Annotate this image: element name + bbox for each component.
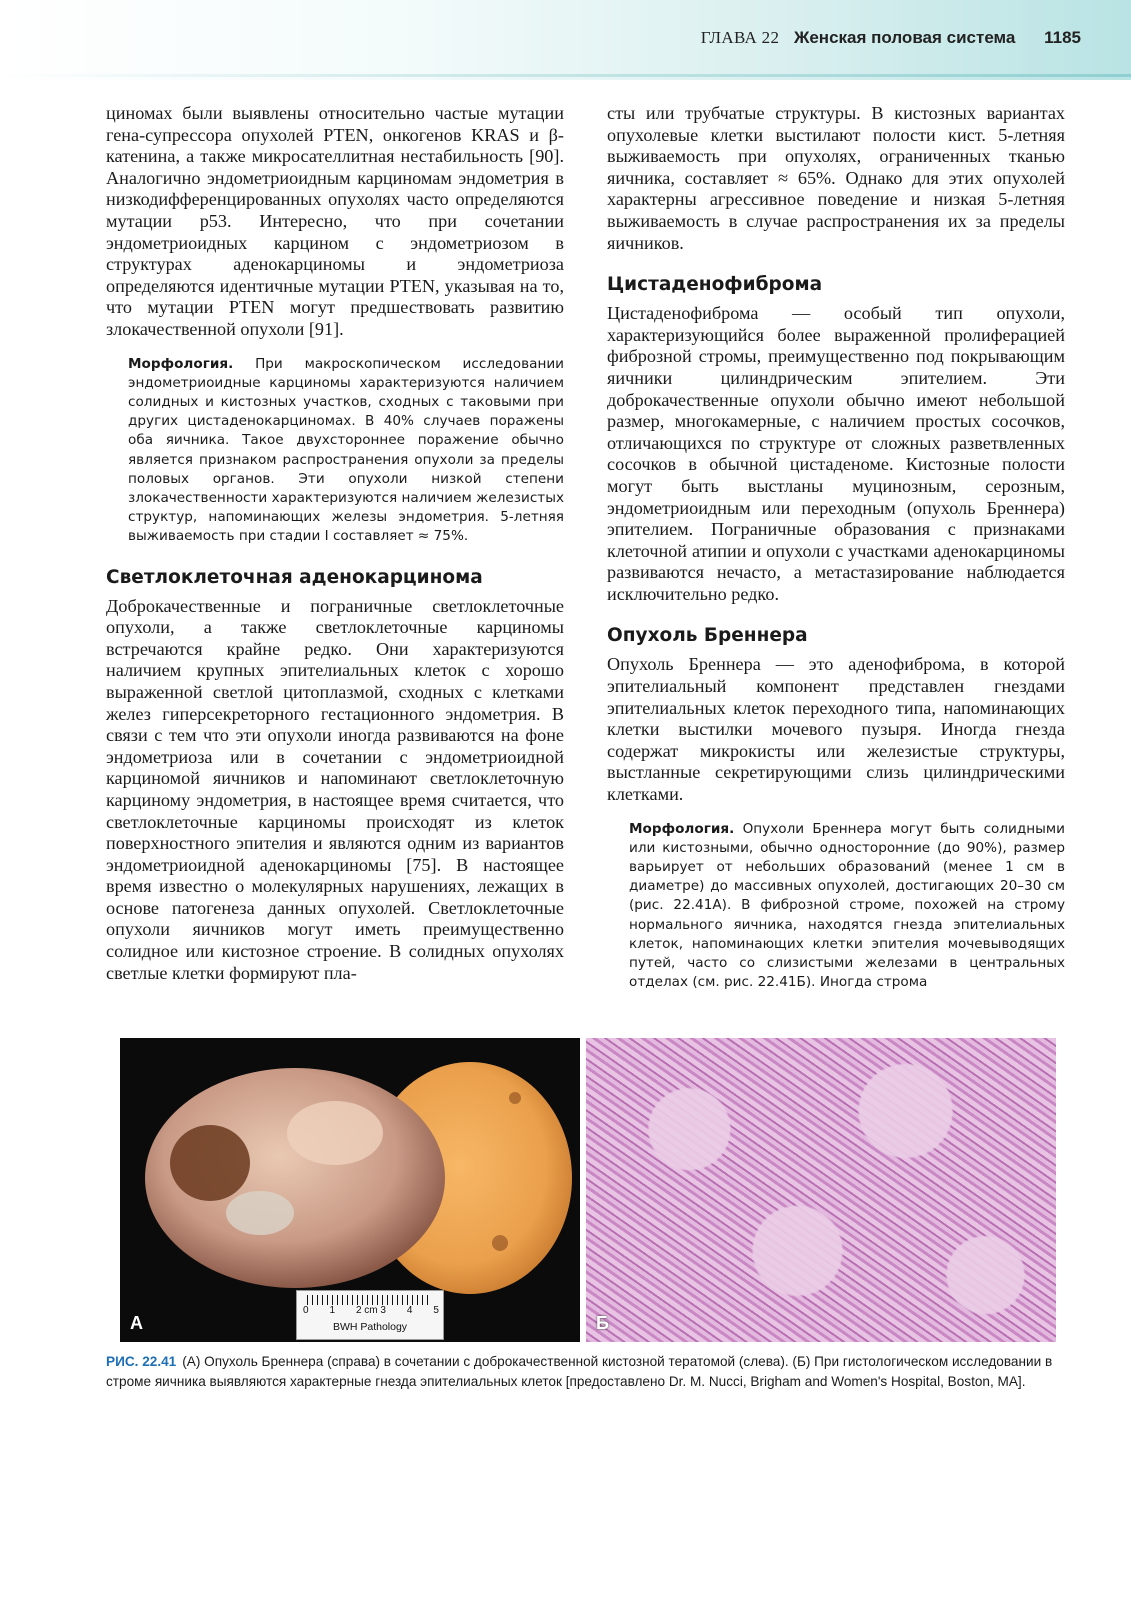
scale-ruler (296, 1290, 444, 1340)
paragraph: Опухоль Бреннера — это аденофиброма, в которой эпителиальный компонент представлен гнездами эпителиальных клеток переходного типа, напоминающих клетки выстилки мочевого пузыря. Иногда гнезда содержат микрокисты или железистые структуры, выстланные секретирующими слизь цилиндрическими клетками. (607, 654, 1065, 805)
gross-specimen-photo (120, 1038, 580, 1342)
ruler-number: 0 (303, 1305, 309, 1316)
caption-text: (А) Опухоль Бреннера (справа) в сочетании с доброкачественной кистозной тератомой (слева). (Б) При гистологическом исследовании в строме яичника выявляются характерные гнезда эпителиальных клеток [предоставлено Dr. M. Nucci, Brigham and Women's Hospital, Boston, MA]. (106, 1354, 1053, 1389)
ruler-numbers (303, 1305, 439, 1316)
panel-label-b: Б (596, 1313, 609, 1333)
running-head (701, 28, 1081, 48)
panel-label-a: А (130, 1313, 143, 1333)
paragraph: Доброкачественные и пограничные светлоклеточные опухоли, а также светлоклеточные карциномы встречаются крайне редко. Они характеризуются наличием крупных эпителиальных клеток с хорошо выраженной светлой цитоплазмой, сходных с клетками желез гиперсекреторного гестационного эндометрия. В связи с тем что эти опухоли иногда развиваются на фоне эндометриоза или в сочетании с эндометриоидной карциномой яичников и напоминают светлоклеточную карциному эндометрия, в настоящее время считается, что светлоклеточные карциномы происходят из клеток поверхностного эпителия и являются одним из вариантов эндометриоидной аденокарциномы [75]. В настоящее время известно о молекулярных нарушениях, лежащих в основе патогенеза данных опухолей. Светлоклеточные опухоли яичников могут иметь преимущественно солидное или кистозное строение. В солидных опухолях светлые клетки формируют пла- (106, 595, 564, 983)
chapter-title: Женская половая система (793, 28, 1016, 47)
ruler-number: 2 cm 3 (355, 1305, 386, 1316)
histology-photo (586, 1038, 1056, 1342)
morphology-box (629, 820, 1065, 993)
morphology-box (128, 355, 564, 547)
right-column (607, 103, 1065, 1008)
chapter-label: ГЛАВА 22 (700, 28, 780, 47)
ruler-number: 5 (433, 1305, 439, 1316)
figure-caption (106, 1352, 1056, 1392)
morphology-text: Опухоли Бреннера могут быть солидными или кистозными, обычно односторонние (до 90%), размер варьирует от небольших образований (менее 1 см в диаметре) до массивных опухолей, достигающих 20–30 см (рис. 22.41А). В фиброзной строме, похожей на строму нормального яичника, находятся гнезда эпителиальных клеток, напоминающих клетки эпителия мочевыводящих путей, часто со слизистыми железами в центральных отделах (см. рис. 22.41Б). Иногда строма (629, 820, 1065, 991)
page-number: 1185 (1044, 28, 1081, 47)
section-heading: Цистаденофиброма (607, 274, 823, 296)
morphology-label: Морфология. (128, 355, 234, 372)
ruler-number: 4 (406, 1305, 413, 1316)
header-rule (0, 74, 1131, 77)
left-column (106, 103, 564, 984)
paragraph: циномах были выявлены относительно частые мутации гена-супрессора опухолей PTEN, онкогенов KRAS и β-катенина, а также микросателлитная нестабильность [90]. Аналогично эндометриоидным карциномам эндометрия в низкодифференцированных опухолях часто определяются мутации p53. Интересно, что при сочетании эндометриоидных карцином с эндометриозом в структурах аденокарциномы и эндометриоза определяются идентичные мутации PTEN, указывая на то, что мутации PTEN могут предшествовать развитию злокачественной опухоли [91]. (106, 103, 564, 339)
morphology-text: При макроскопическом исследовании эндометриоидные карциномы характеризуются наличием солидных и кистозных участков, сходных с таковыми при других цистаденокарциномах. В 40% случаев поражены оба яичника. Такое двухстороннее поражение обычно является признаком распространения опухоли за пределы половых органов. Эти опухоли низкой степени злокачественности характеризуются наличием железистых структур, напоминающих железы эндометрия. 5-летняя выживаемость при стадии I составляет ≈ 75%. (128, 355, 564, 545)
figure-22-41 (120, 1038, 1056, 1342)
section-heading: Опухоль Бреннера (607, 625, 808, 647)
ruler-ticks (307, 1295, 432, 1305)
figure-number: РИС. 22.41 (106, 1354, 177, 1369)
ruler-label: BWH Pathology (332, 1321, 408, 1333)
section-heading: Светлоклеточная аденокарцинома (106, 566, 483, 588)
morphology-label: Морфология. (629, 820, 735, 837)
paragraph: Цистаденофиброма — особый тип опухоли, характеризующийся более выраженной пролиферацией фиброзной стромы, преимущественно под покрывающим яичники цилиндрическим эпителием. Эти доброкачественные опухоли обычно имеют небольшой размер, многокамерные, с наличием простых сосочков, отличающихся по структуре от сложных разветвленных сосочков в обычной цистаденоме. Кистозные полости могут быть выстланы муцинозным, серозным, эндометриоидным или переходным (опухоль Бреннера) эпителием. Пограничные образования с признаками клеточной атипии и опухоли с участками аденокарциномы развиваются нечасто, а метастазирование наблюдается исключительно редко. (607, 303, 1065, 604)
ruler-number: 1 (329, 1305, 336, 1316)
paragraph: сты или трубчатые структуры. В кистозных вариантах опухолевые клетки выстилают полости кист. 5-летняя выживаемость при опухолях, ограниченных тканью яичника, составляет ≈ 65%. Однако для этих опухолей характерны агрессивное поведение и низкая 5-летняя выживаемость в случае распространения их за пределы яичников. (607, 103, 1065, 253)
